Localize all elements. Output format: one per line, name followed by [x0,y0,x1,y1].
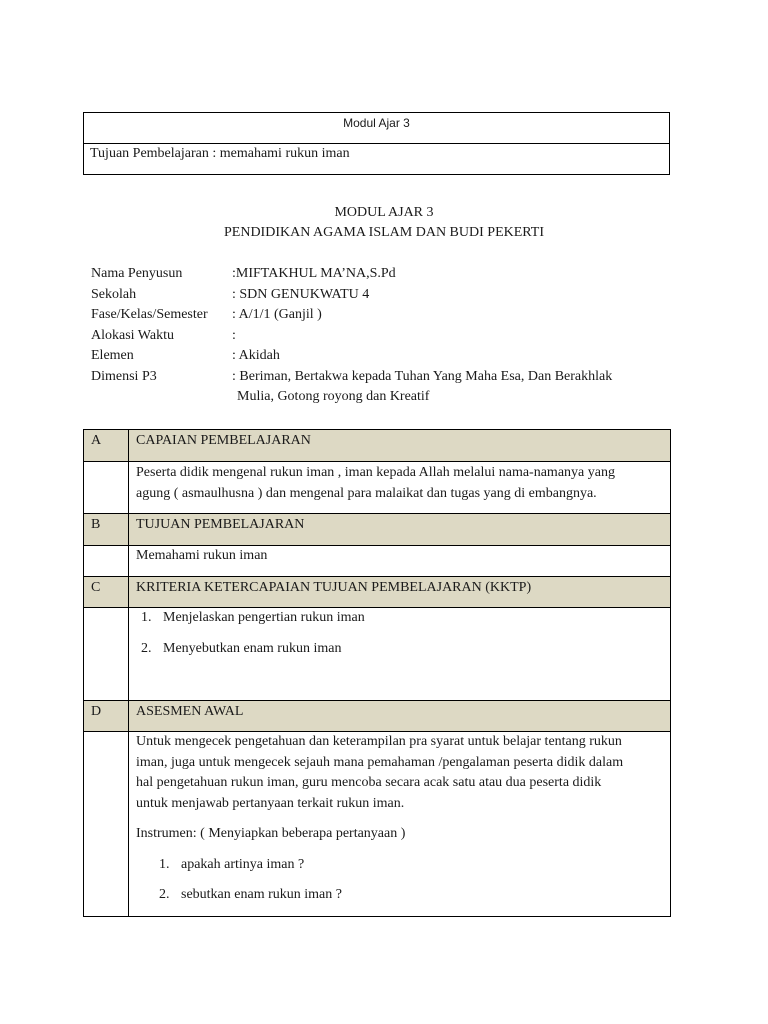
identity-row-school [91,285,691,306]
text-line: iman, juga untuk mengecek sejauh mana pemahaman /pengalaman peserta didik dalam [136,754,624,770]
list-text: Menjelaskan pengertian rukun iman [163,610,365,625]
list-item [136,639,662,660]
section-letter: B [84,514,129,546]
identity-value: : Beriman, Bertakwa kepada Tuhan Yang Maha Esa, Dan Berakhlak [232,368,613,384]
identity-row-dimension-cont [91,387,691,408]
identity-label: Alokasi Waktu [91,327,174,343]
list-number: 2. [141,640,152,656]
identity-value: : A/1/1 (Ganjil ) [232,307,322,322]
section-a-body [84,462,671,514]
section-heading: CAPAIAN PEMBELAJARAN [129,430,671,462]
section-c-body [84,608,671,701]
section-heading: ASESMEN AWAL [129,701,671,732]
text-line: Peserta didik mengenal rukun iman , iman kepada Allah melalui nama-namanya yang [136,465,615,480]
identity-label: Elemen [91,348,134,363]
section-a-header [84,430,671,462]
list-number: 2. [159,887,170,902]
identity-row-dimension [91,367,691,388]
identity-block [91,264,691,408]
text-line: agung ( asmaulhusna ) dan mengenal para malaikat dan tugas yang di embangnya. [136,485,597,501]
section-heading: TUJUAN PEMBELAJARAN [129,514,671,546]
document-title: MODUL AJAR 3 [334,205,434,220]
identity-value: : [232,327,236,343]
section-body [129,732,671,917]
identity-row-time [91,326,691,347]
identity-label: Sekolah [91,286,137,302]
section-b-body [84,546,671,577]
identity-row-element [91,346,691,367]
text-line: hal pengetahuan rukun iman, guru mencoba secara acak satu atau dua peserta didik [136,775,602,790]
list-number: 1. [141,610,152,625]
section-d-body [84,732,671,917]
identity-label: Nama Penyusun [91,266,183,281]
module-content-table [83,429,671,917]
question-list [136,855,662,906]
list-item [136,855,662,876]
identity-label: Fase/Kelas/Semester [91,307,208,322]
identity-value: :MIFTAKHUL MA’NA,S.Pd [232,266,396,281]
document-subtitle: PENDIDIKAN AGAMA ISLAM DAN BUDI PEKERTI [224,225,544,240]
objective-line: Tujuan Pembelajaran : memahami rukun iman [90,146,350,161]
identity-value-continuation: Mulia, Gotong royong dan Kreatif [237,389,430,404]
list-item [136,608,662,629]
section-letter: A [84,430,129,462]
list-number: 1. [159,856,170,872]
section-letter: D [84,701,129,732]
list-text: apakah artinya iman ? [181,856,305,872]
identity-row-phase [91,305,691,326]
section-body: Memahami rukun iman [129,546,671,577]
assessment-paragraph [136,732,662,814]
section-b-header [84,514,671,546]
section-c-header [84,577,671,608]
identity-label: Dimensi P3 [91,368,157,384]
section-d-header [84,701,671,732]
text-line: untuk menjawab pertanyaan terkait rukun iman. [136,795,405,811]
list-text: sebutkan enam rukun iman ? [181,887,342,902]
kktp-list [136,608,662,659]
section-letter: C [84,577,129,608]
section-body [129,462,671,514]
section-body [129,608,671,701]
list-text: Menyebutkan enam rukun iman [163,640,342,656]
identity-value: : SDN GENUKWATU 4 [232,286,370,302]
text-line: Untuk mengecek pengetahuan dan keterampilan pra syarat untuk belajar tentang rukun [136,734,622,749]
section-heading: KRITERIA KETERCAPAIAN TUJUAN PEMBELAJARAN (KKTP) [129,577,671,608]
list-item [136,885,662,906]
identity-row-author [91,264,691,285]
module-header-box [83,112,670,175]
module-label: Modul Ajar 3 [84,113,669,144]
identity-value: : Akidah [232,348,280,363]
instrument-line: Instrumen: ( Menyiapkan beberapa pertanyaan ) [136,826,406,841]
